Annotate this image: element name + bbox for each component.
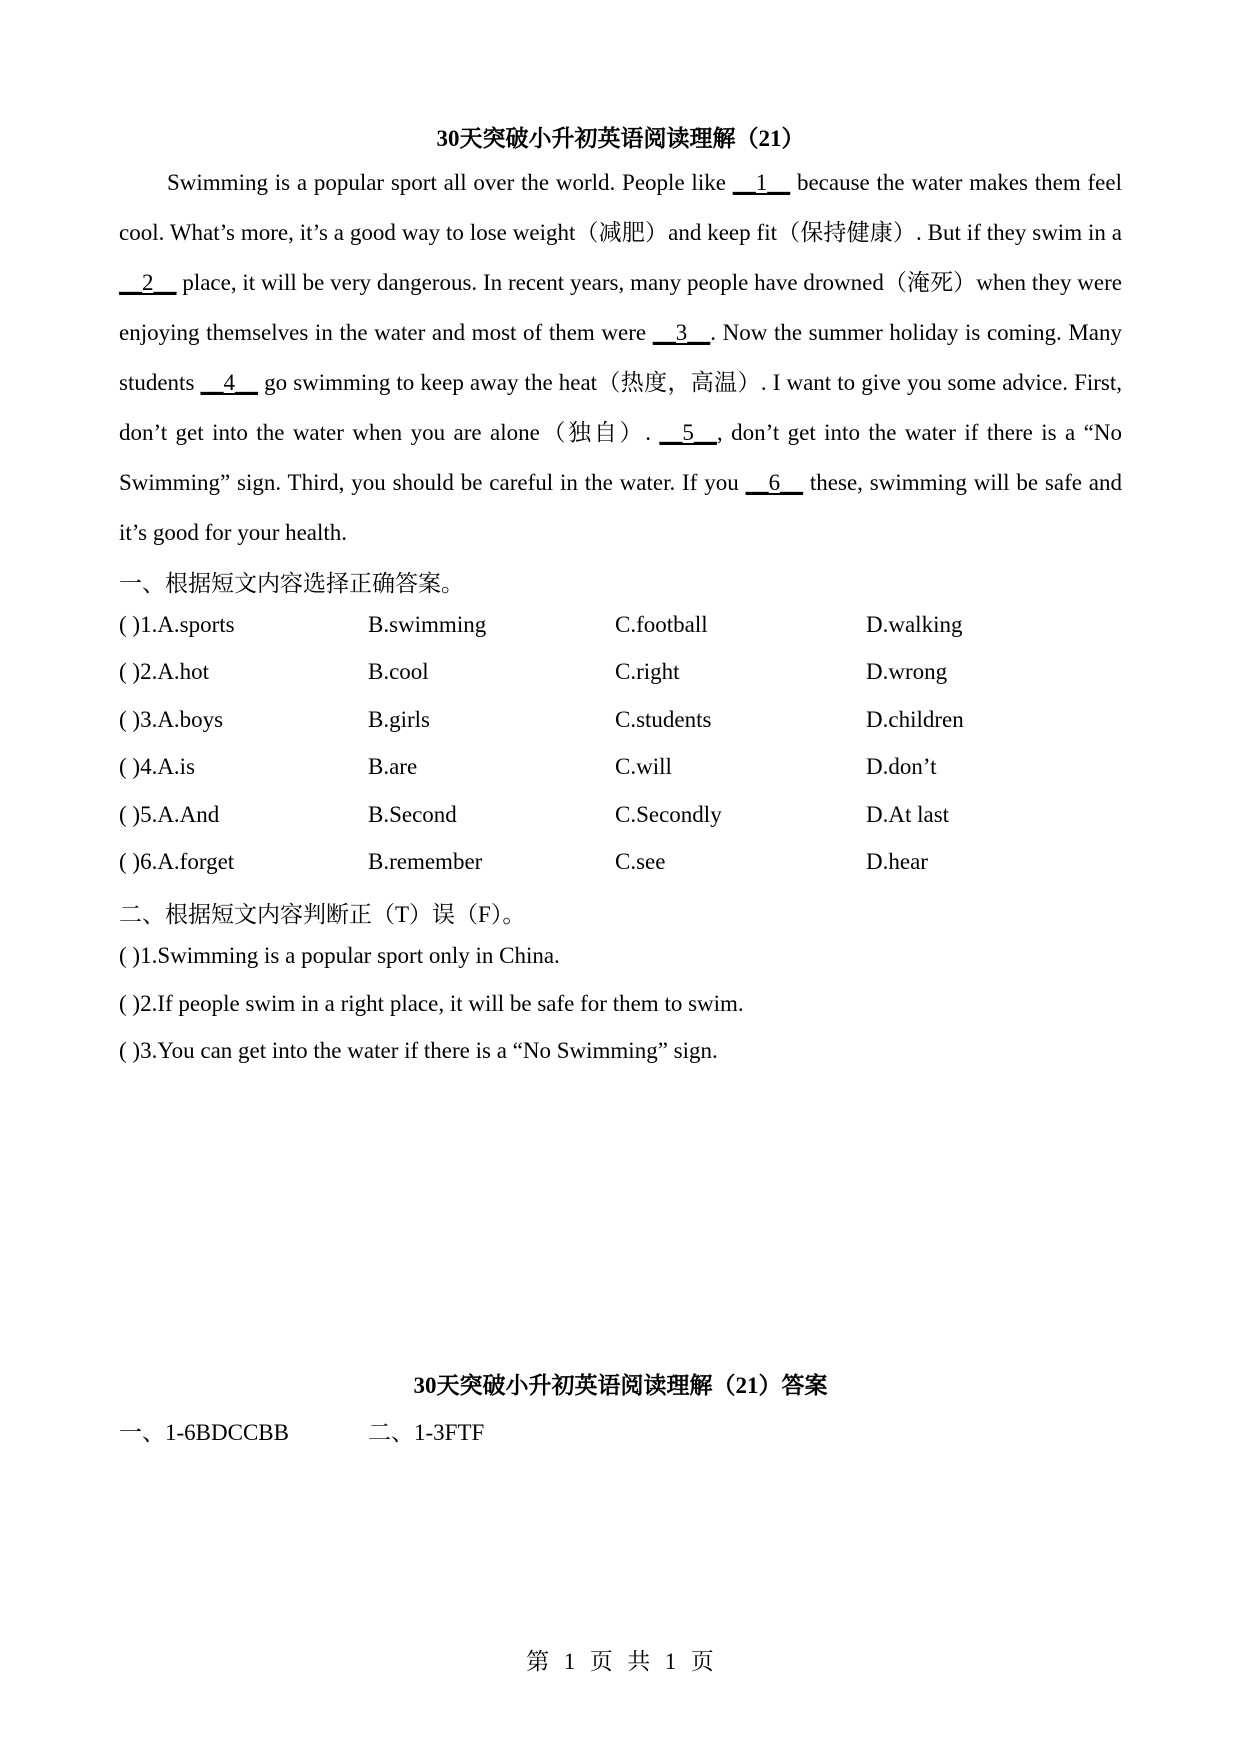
question-option-c: C.right [615,659,680,684]
blank-6: __6__ [745,470,804,495]
section2-heading: 二、根据短文内容判断正（T）误（F）。 [119,902,526,927]
blank-2: __2__ [119,270,177,295]
passage-text: go swimming to keep away the heat（热度，高温）. I want to give you some advice. First, don’t get into the water when you are alone（独自）. [119,370,1123,445]
question-option-c: C.see [615,849,666,874]
page-title: 30天突破小升初英语阅读理解（21） [436,126,805,151]
question-option-c: C.football [615,612,708,637]
question-option-d: D.hear [866,849,928,874]
question-option-c: C.Secondly [615,802,722,827]
question-option-c: C.students [615,707,712,732]
question-option-a: ( )6.A.forget [119,849,235,874]
answer-part-1: 一、1-6BDCCBB [119,1420,289,1445]
question-option-a: ( )4.A.is [119,754,196,779]
question-option-d: D.walking [866,612,963,637]
passage-text: Swimming is a popular sport all over the world. People like [167,170,733,195]
blank-4: __4__ [200,370,258,395]
blank-1: __1__ [732,170,791,195]
answer-title: 30天突破小升初英语阅读理解（21）答案 [413,1373,828,1398]
question-option-d: D.wrong [866,659,948,684]
question-option-b: B.swimming [368,612,487,637]
question-option-d: D.don’t [866,754,937,779]
true-false-item: ( )1.Swimming is a popular sport only in China. [119,943,560,968]
question-option-d: D.children [866,707,964,732]
question-option-b: B.Second [368,802,457,827]
question-option-c: C.will [615,754,672,779]
question-option-a: ( )5.A.And [119,802,220,827]
passage-text: , don’t get into the water if there is a “No Swimming” sign. Third, you should be careful in the water. If you [119,420,1122,495]
question-option-a: ( )2.A.hot [119,659,210,684]
section1-heading: 一、根据短文内容选择正确答案。 [119,571,464,596]
reading-passage [119,158,1122,558]
passage-text: place, it will be very dangerous. In recent years, many people have drowned（淹死）when they were enjoying themselves in the water and most of them were [119,270,1122,345]
blank-5: __5__ [659,420,717,445]
question-option-a: ( )3.A.boys [119,707,224,732]
page-footer: 第 1 页 共 1 页 [526,1649,715,1674]
passage-text: . Now the summer holiday is coming. Many students [119,320,1122,395]
answer-part-2: 二、1-3FTF [368,1420,485,1445]
passage-text: because the water makes them feel cool. What’s more, it’s a good way to lose weight（减肥）and keep fit（保持健康）. But if they swim in a [119,170,1122,245]
question-option-b: B.are [368,754,418,779]
passage-text: these, swimming will be safe and it’s good for your health. [119,470,1122,545]
question-option-a: ( )1.A.sports [119,612,235,637]
question-option-d: D.At last [866,802,950,827]
question-option-b: B.cool [368,659,429,684]
question-option-b: B.remember [368,849,483,874]
true-false-item: ( )3.You can get into the water if there is a “No Swimming” sign. [119,1038,718,1063]
question-option-b: B.girls [368,707,430,732]
true-false-item: ( )2.If people swim in a right place, it will be safe for them to swim. [119,991,744,1016]
blank-3: __3__ [652,320,711,345]
